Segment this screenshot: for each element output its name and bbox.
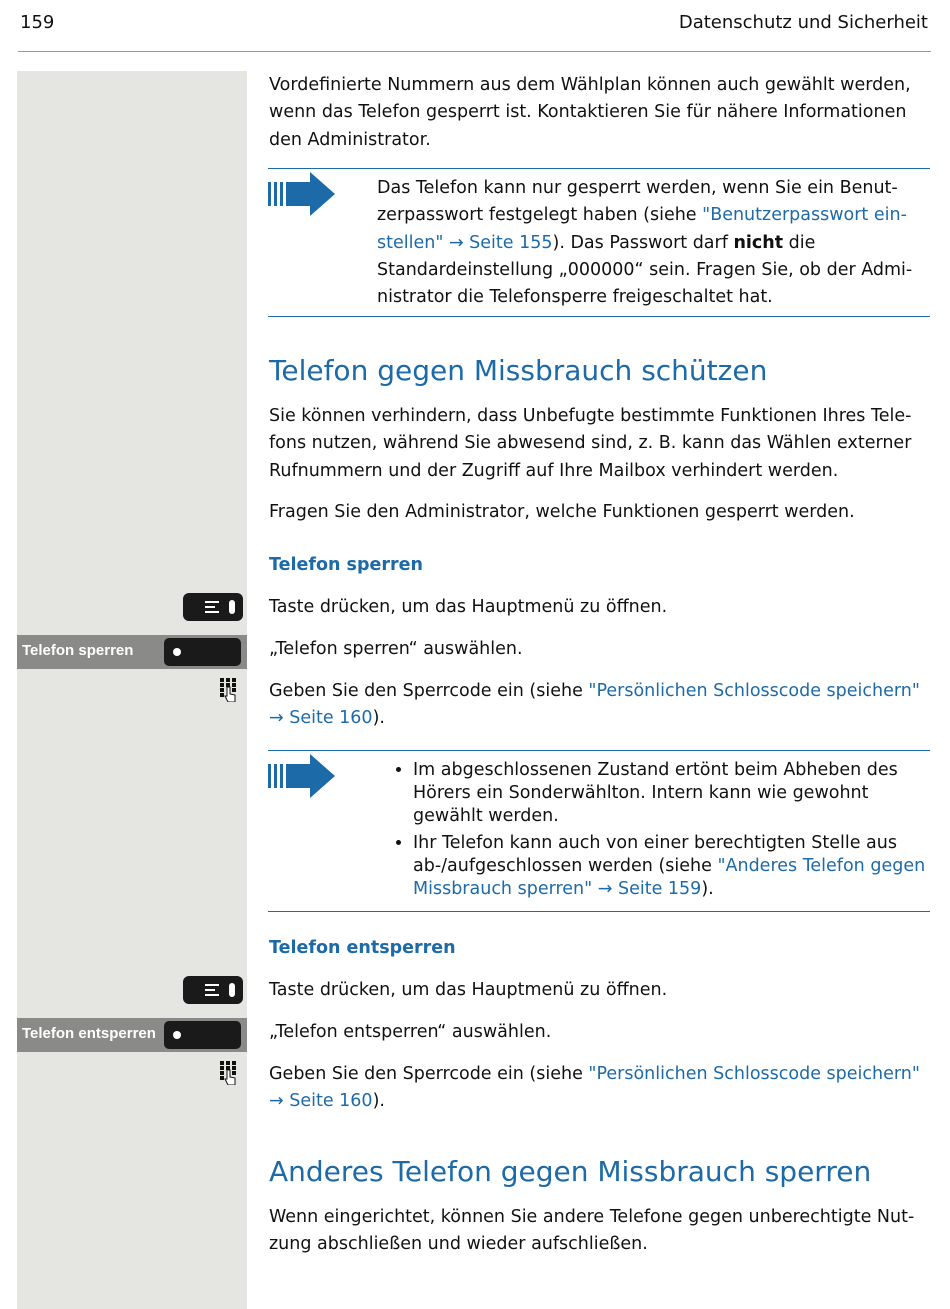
menu-item-telefon-sperren: Telefon sperren: [17, 635, 247, 669]
keypad-icon: [220, 678, 238, 702]
list-item: • Im abgeschlossenen Zustand ertönt beim Abheben des Hörers ein Sonderwählton. Intern kann wie gewohnt gewählt werden.: [413, 759, 930, 828]
page-number: 159: [20, 12, 55, 33]
menu-key-icon: [183, 593, 243, 621]
keypad-icon: [220, 1061, 238, 1085]
paragraph: Wenn eingerichtet, können Sie andere Telefone gegen unberechtigte Nutzung abschließen und wieder aufschließen.: [269, 1207, 915, 1255]
menu-key-icon: [183, 976, 243, 1004]
note-box: [268, 750, 930, 912]
section-heading: Telefon gegen Missbrauch schützen: [269, 354, 768, 387]
note-list: [268, 751, 930, 911]
link-benutzerpasswort[interactable]: "Benutzerpasswort einstellen" → Seite 155: [377, 205, 907, 253]
step-text: Taste drücken, um das Hauptmenü zu öffnen.: [269, 980, 668, 1000]
chapter-title: Datenschutz und Sicherheit: [678, 12, 928, 33]
softkey-icon: [164, 638, 241, 666]
note-text: Das Telefon kann nur gesperrt werden, wenn Sie ein Benutzerpasswort festgelegt haben (siehe "Benutzerpasswort einstellen" → Seite 155). Das Passwort darf nicht die Standardeinstellung „000000“ sein. Fragen Sie, ob der Administrator die Telefonsperre freigeschaltet hat.: [377, 178, 913, 308]
step-text: Geben Sie den Sperrcode ein (siehe "Persönlichen Schlosscode speichern" → Seite 160).: [269, 1064, 920, 1112]
softkey-icon: [164, 1021, 241, 1049]
paragraph: Sie können verhindern, dass Unbefugte bestimmte Funktionen Ihres Telefons nutzen, während Sie abwesend sind, z. B. kann das Wählen externer Rufnummern und der Zugriff auf Ihre Mailbox verhindert werden.: [269, 406, 912, 481]
menu-item-telefon-entsperren: Telefon entsperren: [17, 1018, 247, 1052]
step-text: Geben Sie den Sperrcode ein (siehe "Persönlichen Schlosscode speichern" → Seite 160).: [269, 681, 920, 729]
link-schlosscode[interactable]: "Persönlichen Schlosscode speichern" → Seite 160: [269, 1064, 920, 1112]
intro-paragraph: Vordefinierte Nummern aus dem Wählplan können auch gewählt werden, wenn das Telefon gesperrt ist. Kontaktieren Sie für nähere Informationen den Administrator.: [269, 75, 911, 150]
list-item: • Ihr Telefon kann auch von einer berechtigten Stelle aus ab-/aufgeschlossen werden (siehe "Anderes Telefon gegen Missbrauch sperren" → Seite 159).: [413, 832, 930, 901]
sidebar-margin: [17, 71, 247, 1309]
step-text: „Telefon entsperren“ auswählen.: [269, 1022, 552, 1042]
section-heading: Anderes Telefon gegen Missbrauch sperren: [269, 1155, 872, 1188]
note-arrow-icon: [268, 172, 338, 218]
step-text: „Telefon sperren“ auswählen.: [269, 639, 523, 659]
note-box: [268, 168, 930, 317]
note-arrow-icon: [268, 754, 338, 800]
link-anderes-telefon[interactable]: "Anderes Telefon gegen Missbrauch sperren" → Seite 159: [413, 856, 926, 899]
paragraph: Fragen Sie den Administrator, welche Funktionen gesperrt werden.: [269, 502, 855, 522]
header-divider: [18, 51, 931, 52]
subheading-lock: Telefon sperren: [269, 555, 423, 575]
step-text: Taste drücken, um das Hauptmenü zu öffnen.: [269, 597, 668, 617]
link-schlosscode[interactable]: "Persönlichen Schlosscode speichern" → Seite 160: [269, 681, 920, 729]
subheading-unlock: Telefon entsperren: [269, 938, 456, 958]
